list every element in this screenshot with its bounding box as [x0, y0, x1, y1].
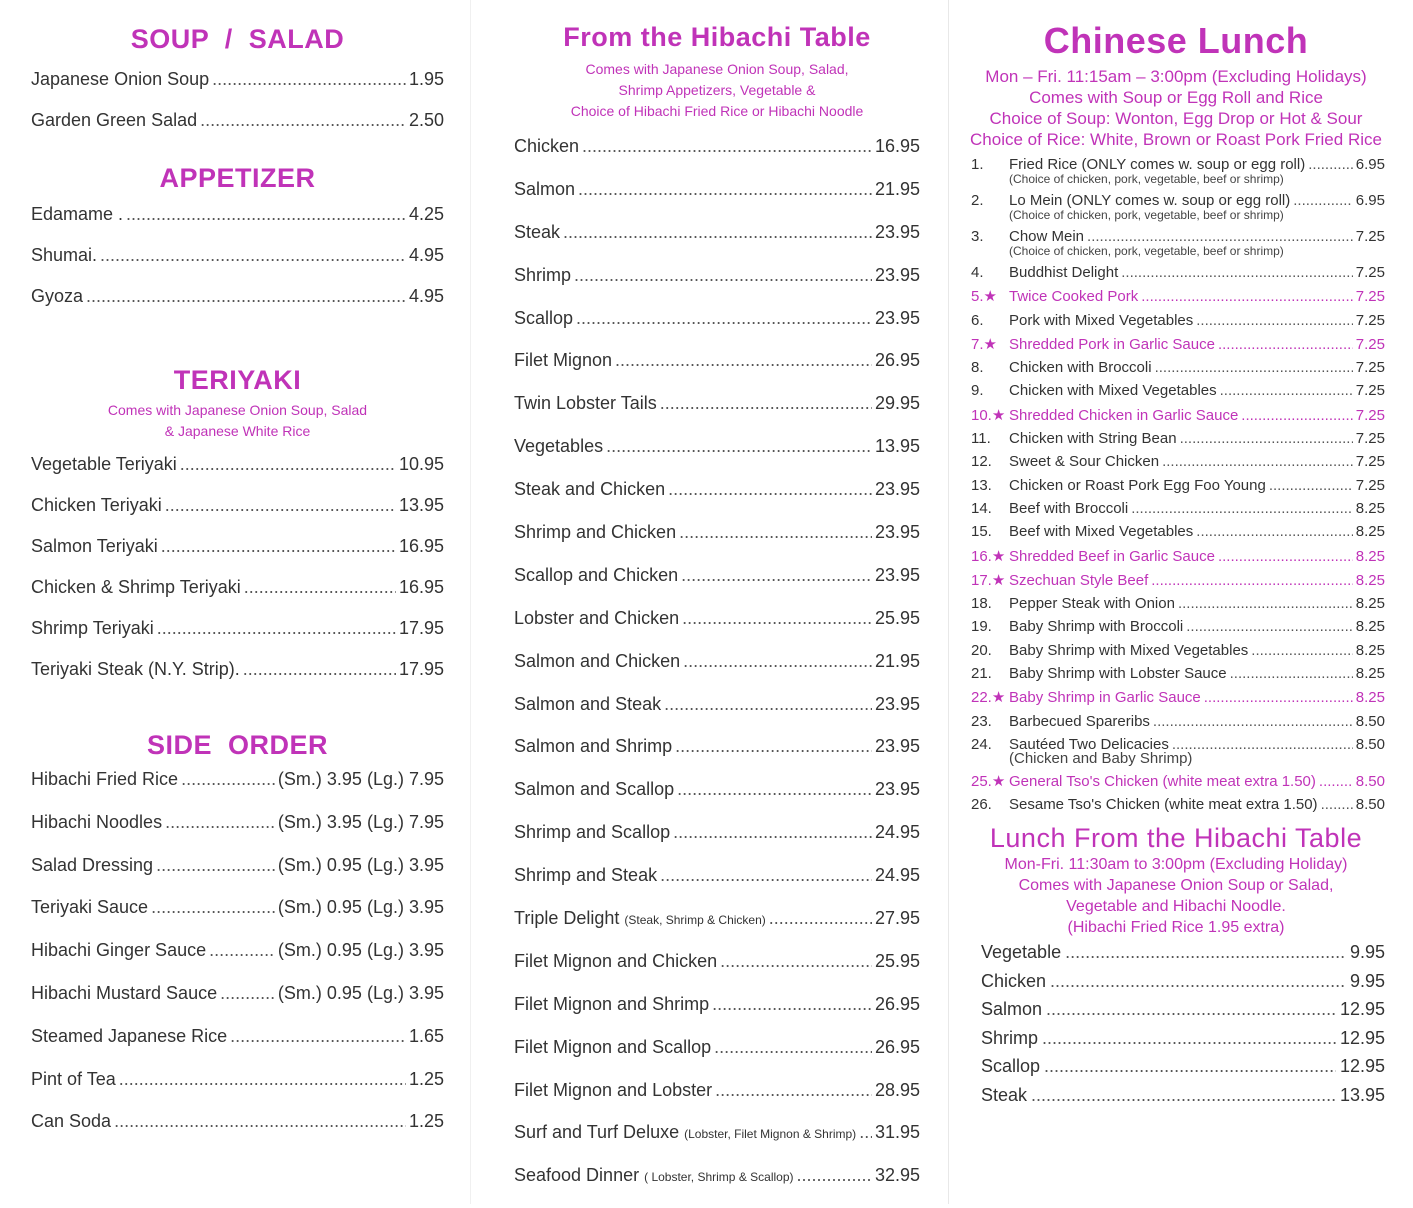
item-note: (Choice of chicken, pork, vegetable, beef or shrimp)	[1009, 208, 1284, 222]
side-order-title: SIDE ORDER	[146, 730, 329, 760]
lunch-item	[971, 359, 1385, 376]
item-price: 8.25	[1355, 641, 1385, 659]
menu-item: Hibachi Mustard Sauce ..... (Sm.) 0.95 (Lg.) 3.95	[31, 983, 444, 1026]
teriyaki-list	[31, 454, 444, 700]
menu-item: Garden Green Salad ..... 2.50	[31, 110, 444, 151]
chinese-lunch-title: Chinese Lunch	[1043, 20, 1309, 61]
item-price: 8.25	[1355, 523, 1385, 541]
item-price: 7.25	[1355, 453, 1385, 471]
lunch-item	[971, 642, 1385, 659]
menu-item: Hibachi Ginger Sauce ..... (Sm.) 0.95 (Lg.) 3.95	[31, 940, 444, 983]
hibachi-item: Chicken ..... 16.95	[514, 136, 920, 179]
lunch-item	[971, 665, 1385, 682]
item-note: (Choice of chicken, pork, vegetable, beef or shrimp)	[1009, 244, 1284, 258]
item-name: General Tso's Chicken (white meat extra 1.50)	[1009, 772, 1316, 790]
soup-salad-list	[31, 69, 444, 151]
item-number: 13.	[971, 476, 992, 494]
item-price: 7.25	[1355, 406, 1385, 424]
item-name: Chicken with String Bean	[1009, 430, 1177, 448]
item-number: 24.	[971, 735, 992, 753]
hibachi-item: Salmon and Shrimp ..... 23.95	[514, 736, 920, 779]
lunch-item	[971, 547, 1385, 565]
item-number: 23.	[971, 712, 992, 730]
hibachi-item: Steak ..... 23.95	[514, 222, 920, 265]
item-number: 2.	[971, 192, 984, 209]
item-number: 9.	[971, 382, 984, 400]
menu-item: Japanese Onion Soup ..... 1.95	[31, 69, 444, 110]
item-note: (Lobster, Filet Mignon & Shrimp)	[684, 1127, 857, 1142]
hibachi-item: Steak and Chicken ..... 23.95	[514, 479, 920, 522]
item-price: 6.95	[1355, 156, 1385, 173]
lunch-item	[971, 772, 1385, 790]
hibachi-item: Surf and Turf Deluxe (Lobster, Filet Mignon & Shrimp) ..... 31.95	[514, 1122, 920, 1165]
lunch-item	[971, 406, 1385, 424]
item-price: 8.25	[1355, 499, 1385, 517]
lunch-hibachi-item: Vegetable ..... 9.95	[967, 942, 1385, 971]
lunch-item	[971, 264, 1385, 281]
menu-item: Chicken Teriyaki ..... 13.95	[31, 495, 444, 536]
item-name: Chicken or Roast Pork Egg Foo Young	[1009, 476, 1266, 494]
hibachi-item: Shrimp and Scallop ..... 24.95	[514, 822, 920, 865]
item-name: Sesame Tso's Chicken (white meat extra 1.50)	[1009, 796, 1318, 814]
chinese-lunch-soup-choice: Choice of Soup: Wonton, Egg Drop or Hot & Sour	[989, 109, 1363, 128]
item-price: 8.25	[1355, 665, 1385, 683]
menu-item: Gyoza ..... 4.95	[31, 286, 444, 327]
menu-item: Shrimp Teriyaki ..... 17.95	[31, 618, 444, 659]
hibachi-item: Vegetables ..... 13.95	[514, 436, 920, 479]
item-number: 21.	[971, 665, 992, 683]
item-number: 15.	[971, 523, 992, 541]
lunch-item	[971, 736, 1385, 766]
hibachi-item: Salmon and Steak ..... 23.95	[514, 694, 920, 737]
lunch-item	[971, 382, 1385, 399]
item-name: Baby Shrimp with Lobster Sauce	[1009, 665, 1227, 683]
hibachi-item: Seafood Dinner ( Lobster, Shrimp & Scallop) ..... 32.95	[514, 1165, 920, 1208]
item-price: 8.50	[1355, 735, 1385, 753]
hibachi-item: Lobster and Chicken ..... 25.95	[514, 608, 920, 651]
lunch-hibachi-item: Steak ..... 13.95	[967, 1085, 1385, 1114]
item-price: 7.25	[1355, 430, 1385, 448]
appetizer-list	[31, 204, 444, 327]
hibachi-item: Triple Delight (Steak, Shrimp & Chicken) ..... 27.95	[514, 908, 920, 951]
item-name: Szechuan Style Beef	[1009, 571, 1149, 589]
menu-item: Steamed Japanese Rice ..... 1.65	[31, 1026, 444, 1069]
menu-item: Chicken & Shrimp Teriyaki ..... 16.95	[31, 577, 444, 618]
item-note: (Chicken and Baby Shrimp)	[1009, 749, 1193, 767]
hibachi-subtitle-3: Choice of Hibachi Fried Rice or Hibachi Noodle	[570, 103, 864, 119]
item-number: 22.★	[971, 689, 1006, 707]
chinese-lunch-rice-choice: Choice of Rice: White, Brown or Roast Pork Fried Rice	[970, 130, 1382, 149]
lunch-item	[971, 453, 1385, 470]
item-price: 7.25	[1355, 335, 1385, 353]
side-order-list	[31, 769, 444, 1154]
item-number: 18.	[971, 595, 992, 613]
item-number: 8.	[971, 359, 984, 377]
item-price: 8.50	[1355, 772, 1385, 790]
item-name: Beef with Mixed Vegetables	[1009, 523, 1194, 541]
chinese-lunch-list	[967, 156, 1385, 813]
lunch-item	[971, 796, 1385, 813]
lunch-hibachi-comes-with-2: Vegetable and Hibachi Noodle.	[1066, 898, 1286, 916]
hibachi-item: Filet Mignon and Shrimp ..... 26.95	[514, 994, 920, 1037]
item-name: Chow Mein	[1009, 228, 1085, 245]
right-column	[948, 0, 1413, 1204]
item-name: Baby Shrimp with Mixed Vegetables	[1009, 641, 1249, 659]
lunch-item	[971, 500, 1385, 517]
item-name: Buddhist Delight	[1009, 264, 1119, 281]
lunch-hibachi-list	[967, 942, 1385, 1113]
left-column	[0, 0, 470, 1204]
lunch-hibachi-hours: Mon-Fri. 11:30am to 3:00pm (Excluding Holiday)	[1004, 856, 1348, 874]
item-number: 7.★	[971, 335, 997, 353]
lunch-item	[971, 523, 1385, 540]
chinese-lunch-hours: Mon – Fri. 11:15am – 3:00pm (Excluding Holidays)	[985, 67, 1367, 86]
item-number: 14.	[971, 499, 992, 517]
hibachi-item: Filet Mignon and Lobster ..... 28.95	[514, 1080, 920, 1123]
item-price: 6.95	[1355, 192, 1385, 209]
item-price: 8.25	[1355, 689, 1385, 707]
teriyaki-subtitle-2: & Japanese White Rice	[164, 423, 311, 439]
appetizer-title: APPETIZER	[159, 163, 316, 193]
hibachi-item: Salmon ..... 21.95	[514, 179, 920, 222]
item-name: Baby Shrimp in Garlic Sauce	[1009, 689, 1201, 707]
item-number: 20.	[971, 641, 992, 659]
item-price: 8.50	[1355, 796, 1385, 814]
soup-salad-title: SOUP / SALAD	[130, 24, 345, 54]
hibachi-item: Scallop and Chicken ..... 23.95	[514, 565, 920, 608]
item-note: (Choice of chicken, pork, vegetable, beef or shrimp)	[1009, 172, 1284, 186]
hibachi-item: Scallop ..... 23.95	[514, 308, 920, 351]
item-price: 7.25	[1355, 228, 1385, 245]
menu-item: Hibachi Fried Rice ..... (Sm.) 3.95 (Lg.) 7.95	[31, 769, 444, 812]
item-name: Twice Cooked Pork	[1009, 288, 1139, 306]
item-price: 7.25	[1355, 288, 1385, 306]
lunch-item	[971, 713, 1385, 730]
menu-item: Salmon Teriyaki ..... 16.95	[31, 536, 444, 577]
lunch-hibachi-item: Scallop ..... 12.95	[967, 1056, 1385, 1085]
item-price: 7.25	[1355, 382, 1385, 400]
menu-item: Shumai. ..... 4.95	[31, 245, 444, 286]
lunch-item	[971, 156, 1385, 186]
lunch-item	[971, 688, 1385, 706]
item-number: 10.★	[971, 406, 1006, 424]
lunch-item	[971, 571, 1385, 589]
lunch-item	[971, 430, 1385, 447]
hibachi-item: Shrimp and Chicken ..... 23.95	[514, 522, 920, 565]
item-number: 4.	[971, 264, 984, 281]
lunch-item	[971, 312, 1385, 329]
item-price: 8.25	[1355, 618, 1385, 636]
lunch-hibachi-comes-with: Comes with Japanese Onion Soup or Salad,	[1018, 877, 1334, 895]
hibachi-subtitle-2: Shrimp Appetizers, Vegetable &	[618, 82, 816, 98]
lunch-item	[971, 287, 1385, 305]
item-number: 17.★	[971, 571, 1006, 589]
menu-item: Salad Dressing ..... (Sm.) 0.95 (Lg.) 3.95	[31, 855, 444, 898]
item-number: 19.	[971, 618, 992, 636]
item-name: Shredded Beef in Garlic Sauce	[1009, 547, 1215, 565]
chinese-lunch-comes-with: Comes with Soup or Egg Roll and Rice	[1029, 88, 1323, 107]
item-price: 7.25	[1355, 311, 1385, 329]
menu-item: Vegetable Teriyaki ..... 10.95	[31, 454, 444, 495]
item-note: (Steak, Shrimp & Chicken)	[624, 913, 766, 928]
menu-item: Pint of Tea ..... 1.25	[31, 1069, 444, 1112]
menu-item: Teriyaki Steak (N.Y. Strip). ..... 17.95	[31, 659, 444, 700]
item-number: 16.★	[971, 547, 1006, 565]
hibachi-item: Twin Lobster Tails ..... 29.95	[514, 393, 920, 436]
lunch-item	[971, 192, 1385, 222]
item-number: 3.	[971, 228, 984, 245]
menu-item: Can Soda ..... 1.25	[31, 1111, 444, 1154]
item-name: Chicken with Mixed Vegetables	[1009, 382, 1217, 400]
item-number: 1.	[971, 156, 984, 173]
item-name: Pork with Mixed Vegetables	[1009, 311, 1194, 329]
middle-column	[470, 0, 948, 1204]
lunch-item	[971, 618, 1385, 635]
hibachi-title: From the Hibachi Table	[563, 22, 871, 52]
item-name: Sweet & Sour Chicken	[1009, 453, 1160, 471]
item-price: 7.25	[1355, 359, 1385, 377]
hibachi-item: Shrimp ..... 23.95	[514, 265, 920, 308]
item-number: 26.	[971, 796, 992, 814]
menu-item: Hibachi Noodles ..... (Sm.) 3.95 (Lg.) 7.95	[31, 812, 444, 855]
item-name: Lo Mein (ONLY comes w. soup or egg roll)	[1009, 192, 1291, 209]
item-number: 11.	[971, 430, 991, 448]
item-number: 5.★	[971, 288, 997, 306]
item-name: Barbecued Spareribs	[1009, 712, 1150, 730]
item-name: Shredded Chicken in Garlic Sauce	[1009, 406, 1239, 424]
menu-item: Teriyaki Sauce ..... (Sm.) 0.95 (Lg.) 3.95	[31, 897, 444, 940]
hibachi-item: Shrimp and Steak ..... 24.95	[514, 865, 920, 908]
item-price: 8.25	[1355, 547, 1385, 565]
hibachi-item: Salmon and Chicken ..... 21.95	[514, 651, 920, 694]
menu-item: Edamame . ..... 4.25	[31, 204, 444, 245]
lunch-item	[971, 477, 1385, 494]
hibachi-item: Salmon and Scallop ..... 23.95	[514, 779, 920, 822]
item-price: 8.25	[1355, 595, 1385, 613]
hibachi-item: Filet Mignon and Scallop ..... 26.95	[514, 1037, 920, 1080]
lunch-hibachi-extra: (Hibachi Fried Rice 1.95 extra)	[1067, 919, 1285, 937]
hibachi-item: Filet Mignon ..... 26.95	[514, 350, 920, 393]
item-price: 7.25	[1355, 264, 1385, 281]
item-number: 6.	[971, 311, 984, 329]
hibachi-subtitle-1: Comes with Japanese Onion Soup, Salad,	[585, 61, 849, 77]
item-note: ( Lobster, Shrimp & Scallop)	[644, 1170, 794, 1185]
lunch-hibachi-item: Salmon ..... 12.95	[967, 999, 1385, 1028]
item-name: Beef with Broccoli	[1009, 499, 1129, 517]
item-price: 7.25	[1355, 476, 1385, 494]
hibachi-item: Filet Mignon and Chicken ..... 25.95	[514, 951, 920, 994]
lunch-hibachi-item: Chicken ..... 9.95	[967, 971, 1385, 1000]
lunch-item	[971, 595, 1385, 612]
item-name: Pepper Steak with Onion	[1009, 595, 1175, 613]
lunch-item	[971, 335, 1385, 353]
teriyaki-subtitle-1: Comes with Japanese Onion Soup, Salad	[107, 402, 368, 418]
lunch-item	[971, 228, 1385, 258]
teriyaki-title: TERIYAKI	[173, 365, 302, 395]
item-price: 8.25	[1355, 571, 1385, 589]
item-name: Chicken with Broccoli	[1009, 359, 1152, 377]
hibachi-list	[514, 136, 920, 1208]
item-name: Sautéed Two Delicacies	[1009, 735, 1169, 753]
item-number: 12.	[971, 453, 992, 471]
item-name: Shredded Pork in Garlic Sauce	[1009, 335, 1215, 353]
item-name: Fried Rice (ONLY comes w. soup or egg roll)	[1009, 156, 1306, 173]
lunch-hibachi-item: Shrimp ..... 12.95	[967, 1028, 1385, 1057]
item-name: Baby Shrimp with Broccoli	[1009, 618, 1184, 636]
item-number: 25.★	[971, 772, 1006, 790]
item-price: 8.50	[1355, 712, 1385, 730]
lunch-hibachi-title: Lunch From the Hibachi Table	[989, 823, 1363, 854]
